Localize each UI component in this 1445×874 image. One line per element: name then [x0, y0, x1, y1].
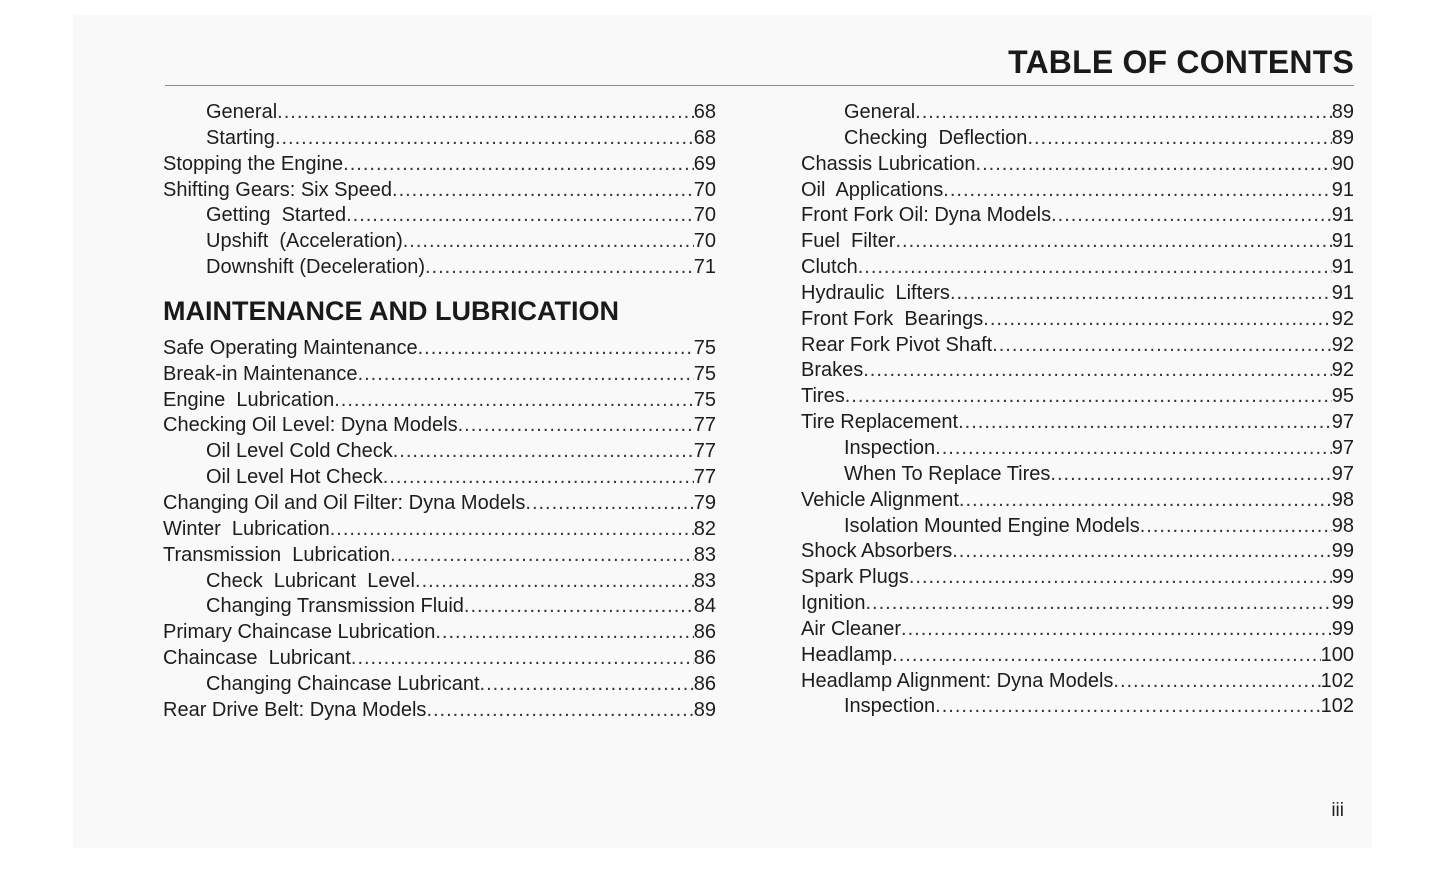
toc-entry-label: Checking Oil Level: Dyna Models [163, 414, 458, 437]
toc-entry[interactable] [163, 698, 716, 724]
toc-entry-page: 83 [693, 569, 716, 592]
toc-entry-label: Tire Replacement [801, 411, 959, 434]
toc-entry-label: Oil Level Cold Check [206, 440, 393, 463]
toc-entry-label: General [206, 101, 278, 123]
toc-entry-page: 70 [693, 178, 716, 201]
toc-entry-label: Headlamp Alignment: Dyna Models [801, 669, 1114, 692]
toc-entry-page: 77 [693, 440, 716, 463]
dot-leader [952, 539, 1332, 565]
dot-leader [426, 698, 693, 724]
toc-entry-label: Stopping the Engine [163, 152, 344, 175]
dot-leader [892, 643, 1320, 669]
title-rule [165, 85, 1354, 86]
dot-leader [383, 465, 694, 491]
toc-entry[interactable] [801, 358, 1354, 384]
toc-entry-label: Check Lubricant Level [206, 569, 416, 592]
toc-entry-label: Transmission Lubrication [163, 543, 391, 566]
dot-leader [1113, 669, 1320, 695]
toc-entry-page: 99 [1331, 540, 1354, 563]
toc-entry-label: Rear Fork Pivot Shaft [801, 333, 993, 356]
toc-entry-label: Inspection [844, 436, 936, 459]
toc-entry-page: 84 [693, 595, 716, 618]
toc-entry-label: Hydraulic Lifters [801, 281, 950, 304]
toc-entry-label: Upshift (Acceleration) [206, 230, 403, 253]
toc-entry-label: Oil Level Hot Check [206, 466, 383, 489]
toc-entry-label: Safe Operating Maintenance [163, 336, 418, 359]
toc-entry-page: 83 [693, 543, 716, 566]
dot-leader [525, 491, 693, 517]
toc-entry-label: Rear Drive Belt: Dyna Models [163, 698, 427, 721]
toc-entry-page: 100 [1320, 643, 1354, 666]
dot-leader [935, 436, 1332, 462]
toc-entry-label: Spark Plugs [801, 566, 909, 589]
toc-list-maintenance [163, 336, 716, 724]
toc-entry-page: 71 [693, 256, 716, 279]
dot-leader [480, 672, 694, 698]
toc-entry-label: Clutch [801, 256, 858, 279]
dot-leader [358, 362, 694, 388]
toc-entry-page: 75 [693, 336, 716, 359]
toc-entry-label: Inspection [844, 695, 936, 718]
toc-entry[interactable] [163, 152, 716, 178]
toc-entry[interactable] [163, 439, 716, 465]
toc-entry[interactable] [163, 203, 716, 229]
toc-entry-label: Engine Lubrication [163, 388, 335, 411]
toc-entry-page: 92 [1331, 333, 1354, 356]
toc-entry-page: 77 [693, 414, 716, 437]
dot-leader [334, 388, 694, 414]
toc-entry-label: Getting Started [206, 204, 347, 227]
toc-entry-page: 68 [693, 101, 716, 123]
section-heading: MAINTENANCE AND LUBRICATION [163, 295, 619, 326]
toc-entry[interactable] [801, 462, 1354, 488]
toc-entry-label: Headlamp [801, 643, 893, 666]
toc-entry-page: 86 [693, 647, 716, 670]
toc-entry[interactable] [801, 565, 1354, 591]
toc-entry[interactable] [163, 646, 716, 672]
toc-entry-label: Shifting Gears: Six Speed [163, 178, 393, 201]
dot-leader [915, 100, 1332, 126]
dot-leader [425, 255, 694, 281]
toc-entry-page: 82 [693, 517, 716, 540]
toc-entry-page: 99 [1331, 592, 1354, 615]
toc-entry[interactable] [801, 178, 1354, 204]
toc-entry-page: 91 [1331, 178, 1354, 201]
toc-entry[interactable] [801, 669, 1354, 695]
dot-leader [1027, 126, 1331, 152]
toc-entry[interactable] [801, 384, 1354, 410]
toc-entry[interactable] [801, 514, 1354, 540]
dot-leader [901, 617, 1332, 643]
toc-entry-page: 99 [1331, 617, 1354, 640]
toc-entry-label: Downshift (Deceleration) [206, 256, 425, 279]
toc-entry[interactable] [801, 591, 1354, 617]
toc-entry-label: Winter Lubrication [163, 517, 330, 540]
dot-leader [390, 543, 694, 569]
dot-leader [392, 178, 694, 204]
dot-leader [863, 358, 1332, 384]
toc-entry-page: 70 [693, 204, 716, 227]
toc-entry[interactable] [163, 620, 716, 646]
toc-entry[interactable] [801, 643, 1354, 669]
dot-leader [351, 646, 694, 672]
toc-entry[interactable] [801, 152, 1354, 178]
dot-leader [435, 620, 693, 646]
dot-leader [393, 439, 694, 465]
dot-leader [976, 152, 1332, 178]
toc-entry-page: 69 [693, 152, 716, 175]
toc-entry-page: 89 [1331, 101, 1354, 123]
toc-entry-label: Chaincase Lubricant [163, 647, 351, 670]
toc-entry-label: Fuel Filter [801, 230, 896, 253]
toc-entry[interactable] [163, 388, 716, 414]
toc-entry-page: 75 [693, 362, 716, 385]
toc-entry[interactable] [163, 543, 716, 569]
toc-entry-label: Changing Chaincase Lubricant [206, 672, 480, 695]
toc-entry[interactable] [801, 126, 1354, 152]
dot-leader [415, 569, 694, 595]
toc-entry-label: Break-in Maintenance [163, 362, 358, 385]
toc-entry-label: Oil Applications [801, 178, 944, 201]
toc-entry-label: Ignition [801, 592, 866, 615]
toc-entry-page: 97 [1331, 411, 1354, 434]
toc-entry-label: Tires [801, 385, 845, 408]
toc-entry[interactable] [801, 617, 1354, 643]
toc-entry-label: When To Replace Tires [844, 462, 1051, 485]
toc-entry-label: Chassis Lubrication [801, 152, 976, 175]
toc-entry[interactable] [163, 126, 716, 152]
toc-entry-page: 95 [1331, 385, 1354, 408]
toc-entry-label: Changing Transmission Fluid [206, 595, 464, 618]
dot-leader [992, 333, 1332, 359]
dot-leader [343, 152, 694, 178]
toc-entry[interactable] [801, 307, 1354, 333]
dot-leader [1051, 203, 1332, 229]
toc-entry[interactable] [801, 694, 1354, 720]
toc-entry-page: 102 [1320, 695, 1354, 718]
toc-entry[interactable] [163, 255, 716, 281]
dot-leader [895, 229, 1331, 255]
toc-list-top [163, 100, 716, 281]
dot-leader [346, 203, 694, 229]
toc-entry-label: Front Fork Bearings [801, 307, 984, 330]
toc-entry-label: Primary Chaincase Lubrication [163, 621, 436, 644]
toc-entry-page: 92 [1331, 359, 1354, 382]
toc-list-right [801, 100, 1354, 720]
dot-leader [950, 281, 1332, 307]
dot-leader [858, 255, 1332, 281]
toc-entry[interactable] [801, 281, 1354, 307]
toc-entry[interactable] [163, 413, 716, 439]
toc-entry-page: 77 [693, 466, 716, 489]
dot-leader [958, 410, 1332, 436]
toc-entry[interactable] [163, 672, 716, 698]
toc-entry-label: Brakes [801, 359, 864, 382]
toc-entry-label: Isolation Mounted Engine Models [844, 514, 1140, 537]
page-number: iii [1331, 800, 1344, 821]
toc-entry-page: 86 [693, 672, 716, 695]
toc-entry[interactable] [801, 539, 1354, 565]
toc-entry-page: 79 [693, 491, 716, 514]
toc-entry[interactable] [163, 178, 716, 204]
toc-entry-page: 99 [1331, 566, 1354, 589]
toc-entry-label: Shock Absorbers [801, 540, 953, 563]
dot-leader [866, 591, 1332, 617]
dot-leader [330, 517, 694, 543]
toc-entry-label: Changing Oil and Oil Filter: Dyna Models [163, 491, 526, 514]
toc-entry-page: 98 [1331, 514, 1354, 537]
toc-entry[interactable] [801, 255, 1354, 281]
toc-entry[interactable] [801, 410, 1354, 436]
toc-right-column [801, 100, 1354, 720]
dot-leader [943, 178, 1331, 204]
toc-entry-page: 89 [693, 698, 716, 721]
toc-entry[interactable] [163, 229, 716, 255]
dot-leader [277, 100, 694, 126]
toc-entry[interactable] [801, 203, 1354, 229]
toc-entry-page: 97 [1331, 436, 1354, 459]
dot-leader [1140, 514, 1332, 540]
toc-entry-page: 92 [1331, 307, 1354, 330]
toc-entry-page: 70 [693, 230, 716, 253]
dot-leader [464, 594, 694, 620]
toc-entry[interactable] [801, 488, 1354, 514]
toc-entry-label: Vehicle Alignment [801, 488, 959, 511]
dot-leader [935, 694, 1320, 720]
dot-leader [458, 413, 694, 439]
toc-entry-page: 91 [1331, 256, 1354, 279]
toc-entry-page: 91 [1331, 230, 1354, 253]
toc-entry[interactable] [163, 569, 716, 595]
toc-entry-label: Starting [206, 126, 275, 149]
toc-entry-page: 75 [693, 388, 716, 411]
dot-leader [1050, 462, 1331, 488]
toc-left-column [163, 100, 716, 724]
dot-leader [403, 229, 694, 255]
toc-entry-page: 86 [693, 621, 716, 644]
toc-entry-page: 98 [1331, 488, 1354, 511]
toc-entry[interactable] [163, 491, 716, 517]
dot-leader [418, 336, 694, 362]
dot-leader [909, 565, 1332, 591]
page-title: TABLE OF CONTENTS [1008, 44, 1354, 80]
toc-entry-page: 89 [1331, 126, 1354, 149]
dot-leader [275, 126, 694, 152]
toc-entry[interactable] [163, 362, 716, 388]
toc-entry-label: Front Fork Oil: Dyna Models [801, 204, 1052, 227]
toc-entry-page: 102 [1320, 669, 1354, 692]
toc-entry-label: Checking Deflection [844, 126, 1028, 149]
toc-entry-page: 91 [1331, 204, 1354, 227]
toc-entry-page: 90 [1331, 152, 1354, 175]
toc-entry[interactable] [163, 465, 716, 491]
toc-entry[interactable] [801, 229, 1354, 255]
toc-entry-page: 68 [693, 126, 716, 149]
toc-entry-label: Air Cleaner [801, 617, 902, 640]
toc-entry-label: General [844, 101, 916, 123]
toc-entry[interactable] [163, 517, 716, 543]
toc-entry-page: 91 [1331, 281, 1354, 304]
toc-entry[interactable] [801, 100, 1354, 126]
toc-entry[interactable] [801, 436, 1354, 462]
dot-leader [959, 488, 1332, 514]
dot-leader [845, 384, 1332, 410]
toc-entry[interactable] [163, 336, 716, 362]
dot-leader [983, 307, 1331, 333]
toc-entry[interactable] [801, 333, 1354, 359]
toc-entry[interactable] [163, 594, 716, 620]
toc-entry-page: 97 [1331, 462, 1354, 485]
toc-entry[interactable] [163, 100, 716, 126]
